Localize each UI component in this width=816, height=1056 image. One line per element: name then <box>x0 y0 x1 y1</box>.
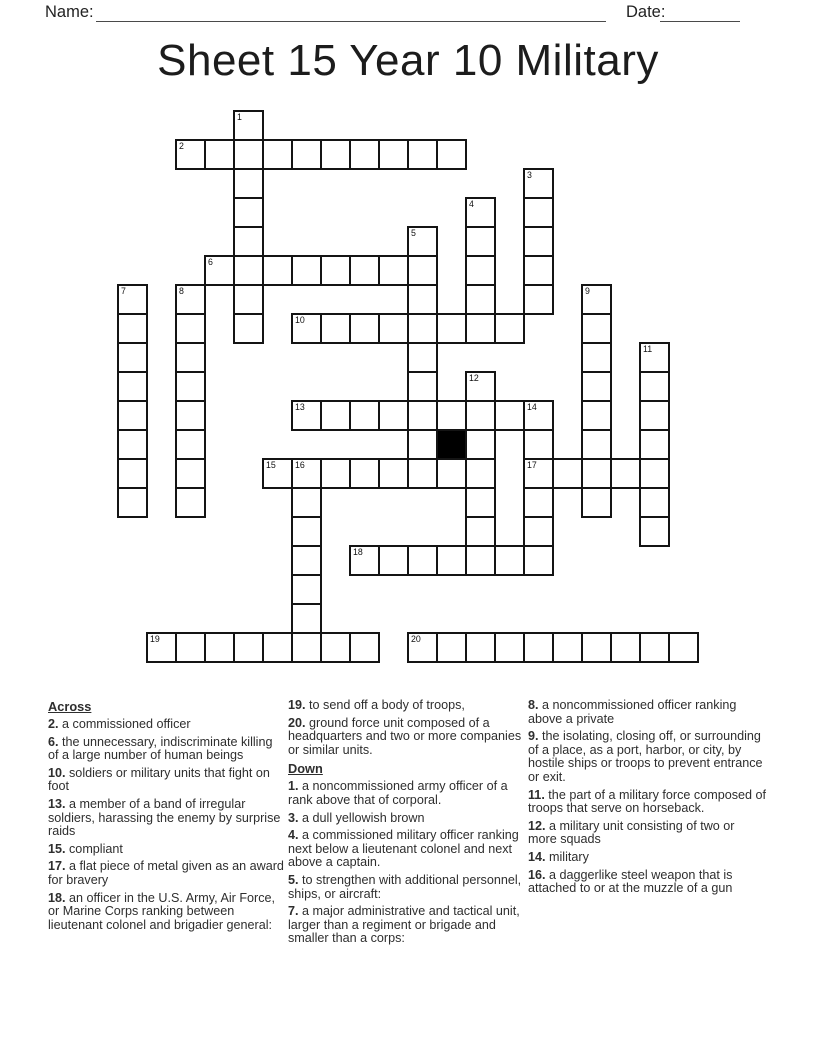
crossword-cell[interactable] <box>349 632 380 663</box>
crossword-cell[interactable] <box>407 139 438 170</box>
crossword-cell[interactable] <box>262 139 293 170</box>
cell-number: 1 <box>237 112 242 122</box>
cell-number: 8 <box>179 286 184 296</box>
crossword-cell[interactable] <box>320 255 351 286</box>
crossword-cell[interactable] <box>349 400 380 431</box>
crossword-cell[interactable] <box>204 139 235 170</box>
crossword-cell[interactable] <box>581 313 612 344</box>
cell-number: 3 <box>527 170 532 180</box>
crossword-cell[interactable] <box>407 545 438 576</box>
crossword-cell[interactable] <box>233 632 264 663</box>
crossword-cell[interactable] <box>320 458 351 489</box>
crossword-cell[interactable] <box>378 458 409 489</box>
crossword-cell[interactable] <box>349 139 380 170</box>
crossword-cell[interactable] <box>494 545 525 576</box>
clue-13: 13. a member of a band of irregular soldiers, harassing the enemy by surprise raids <box>48 796 281 839</box>
crossword-cell[interactable] <box>320 632 351 663</box>
crossword-cell-12[interactable] <box>465 371 496 402</box>
clue-number: 4. <box>288 828 299 843</box>
name-blank-line[interactable] <box>96 3 606 22</box>
crossword-cell[interactable] <box>117 313 148 344</box>
crossword-cell[interactable] <box>407 458 438 489</box>
page-title: Sheet 15 Year 10 Military <box>157 36 659 85</box>
crossword-cell[interactable] <box>378 255 409 286</box>
crossword-cell[interactable] <box>465 429 496 460</box>
crossword-cell[interactable] <box>407 429 438 460</box>
clue-3: 3. a dull yellowish brown <box>288 810 425 825</box>
crossword-cell[interactable] <box>233 168 264 199</box>
crossword-cell[interactable] <box>175 371 206 402</box>
clue-number: 17. <box>48 859 66 874</box>
clue-11: 11. the part of a military force composed of troops that serve on horseback. <box>528 787 767 816</box>
crossword-cell[interactable] <box>465 632 496 663</box>
crossword-cell[interactable] <box>175 429 206 460</box>
crossword-cell[interactable] <box>175 458 206 489</box>
crossword-cell-19[interactable] <box>146 632 177 663</box>
crossword-cell[interactable] <box>291 603 322 634</box>
crossword-cell[interactable] <box>436 139 467 170</box>
clue-number: 16. <box>528 867 546 882</box>
crossword-cell-18[interactable] <box>349 545 380 576</box>
cell-number: 9 <box>585 286 590 296</box>
crossword-cell[interactable] <box>436 313 467 344</box>
crossword-cell-3[interactable] <box>523 168 554 199</box>
crossword-cell[interactable] <box>523 284 554 315</box>
cell-number: 6 <box>208 257 213 267</box>
crossword-cell[interactable] <box>175 313 206 344</box>
clue-number: 3. <box>288 810 299 825</box>
crossword-cell[interactable] <box>465 400 496 431</box>
clues-column-left <box>48 699 284 936</box>
crossword-cell[interactable] <box>117 487 148 518</box>
clue-number: 10. <box>48 765 66 780</box>
crossword-cell[interactable] <box>291 255 322 286</box>
clue-number: 20. <box>288 715 306 730</box>
clue-number: 11. <box>528 787 545 802</box>
crossword-cell[interactable] <box>639 516 670 547</box>
crossword-cell-15[interactable] <box>262 458 293 489</box>
name-label: Name: <box>45 3 94 21</box>
crossword-cell[interactable] <box>407 284 438 315</box>
clue-2: 2. a commissioned officer <box>48 717 191 731</box>
clue-number: 2. <box>48 717 59 731</box>
crossword-cell-6[interactable] <box>204 255 235 286</box>
cell-number: 10 <box>295 315 305 325</box>
cell-number: 17 <box>527 460 537 470</box>
crossword-cell[interactable] <box>494 313 525 344</box>
clue-20: 20. ground force unit composed of a headquarters and two or more companies or similar units. <box>288 715 522 757</box>
crossword-cell[interactable] <box>639 371 670 402</box>
cell-number: 12 <box>469 373 479 383</box>
crossword-cell[interactable] <box>204 632 235 663</box>
cell-number: 5 <box>411 228 416 238</box>
crossword-cell[interactable] <box>639 458 670 489</box>
crossword-cell[interactable] <box>465 487 496 518</box>
crossword-cell[interactable] <box>407 400 438 431</box>
crossword-cell[interactable] <box>117 429 148 460</box>
crossword-cell-14[interactable] <box>523 400 554 431</box>
crossword-cell[interactable] <box>117 400 148 431</box>
cell-number: 14 <box>527 402 537 412</box>
crossword-cell[interactable] <box>581 342 612 373</box>
clue-10: 10. soldiers or military units that fight on foot <box>48 765 270 794</box>
crossword-grid <box>117 110 699 663</box>
clue-17: 17. a flat piece of metal given as an award for bravery <box>48 859 284 887</box>
crossword-cell[interactable] <box>407 371 438 402</box>
cell-number: 19 <box>150 634 160 644</box>
crossword-cell[interactable] <box>378 139 409 170</box>
crossword-cell[interactable] <box>291 139 322 170</box>
crossword-cell[interactable] <box>117 458 148 489</box>
crossword-cell[interactable] <box>291 487 322 518</box>
crossword-cell[interactable] <box>320 313 351 344</box>
clue-5: 5. to strengthen with additional personnel, ships, or aircraft: <box>288 872 522 901</box>
cell-number: 2 <box>179 141 184 151</box>
crossword-cell[interactable] <box>233 255 264 286</box>
clue-number: 7. <box>288 904 299 919</box>
crossword-cell[interactable] <box>581 400 612 431</box>
clue-16: 16. a daggerlike steel weapon that is attached to or at the muzzle of a gun <box>528 867 733 896</box>
crossword-cell[interactable] <box>175 487 206 518</box>
clue-6: 6. the unnecessary, indiscriminate killing of a large number of human beings <box>48 734 273 763</box>
crossword-cell-1[interactable] <box>233 110 264 141</box>
crossword-cell[interactable] <box>523 516 554 547</box>
crossword-cell[interactable] <box>581 429 612 460</box>
crossword-cell-4[interactable] <box>465 197 496 228</box>
down-header: Down <box>288 761 323 777</box>
crossword-cell[interactable] <box>523 487 554 518</box>
cell-number: 16 <box>295 460 305 470</box>
crossword-cell[interactable] <box>349 313 380 344</box>
crossword-cell[interactable] <box>494 632 525 663</box>
crossword-cell[interactable] <box>349 255 380 286</box>
crossword-cell[interactable] <box>436 400 467 431</box>
crossword-cell[interactable] <box>175 632 206 663</box>
clue-14: 14. military <box>528 849 589 864</box>
crossword-cell[interactable] <box>117 371 148 402</box>
clue-number: 12. <box>528 818 546 833</box>
date-label: Date: <box>626 3 666 21</box>
crossword-cell[interactable] <box>465 545 496 576</box>
crossword-cell[interactable] <box>233 226 264 257</box>
clue-18: 18. an officer in the U.S. Army, Air Force, or Marine Corps ranking between lieutenant colonel and brigadier general: <box>48 890 276 932</box>
crossword-cell[interactable] <box>349 458 380 489</box>
clue-number: 19. <box>288 698 306 712</box>
crossword-cell[interactable] <box>291 545 322 576</box>
crossword-cell-10[interactable] <box>291 313 322 344</box>
clue-number: 14. <box>528 849 546 864</box>
crossword-cell-13[interactable] <box>291 400 322 431</box>
crossword-cell[interactable] <box>465 458 496 489</box>
crossword-cell[interactable] <box>378 545 409 576</box>
clues-column-middle <box>288 699 524 950</box>
crossword-cell[interactable] <box>175 400 206 431</box>
clue-number: 6. <box>48 734 59 749</box>
cell-number: 15 <box>266 460 276 470</box>
crossword-cell[interactable] <box>262 632 293 663</box>
crossword-cell[interactable] <box>523 429 554 460</box>
crossword-cell[interactable] <box>175 342 206 373</box>
clue-number: 18. <box>48 890 66 905</box>
crossword-cell-17[interactable] <box>523 458 554 489</box>
crossword-cell[interactable] <box>610 632 641 663</box>
crossword-cell[interactable] <box>465 284 496 315</box>
crossword-cell[interactable] <box>581 458 612 489</box>
crossword-cell[interactable] <box>320 400 351 431</box>
crossword-cell[interactable] <box>233 197 264 228</box>
crossword-cell[interactable] <box>436 545 467 576</box>
crossword-cell[interactable] <box>291 632 322 663</box>
crossword-cell[interactable] <box>436 458 467 489</box>
crossword-cell[interactable] <box>523 197 554 228</box>
crossword-cell[interactable] <box>233 313 264 344</box>
crossword-cell[interactable] <box>552 632 583 663</box>
clue-number: 9. <box>528 729 539 744</box>
crossword-cell[interactable] <box>639 429 670 460</box>
crossword-cell[interactable] <box>523 255 554 286</box>
clue-number: 15. <box>48 841 66 856</box>
crossword-cell[interactable] <box>581 371 612 402</box>
crossword-cell[interactable] <box>291 516 322 547</box>
clue-9: 9. the isolating, closing off, or surrounding of a place, as a port, harbor, or city, by hostile ships or troops to prevent entrance or exit. <box>528 729 763 784</box>
clues-column-right <box>528 699 766 900</box>
crossword-cell[interactable] <box>407 313 438 344</box>
across-header: Across <box>48 699 92 714</box>
crossword-cell[interactable] <box>233 284 264 315</box>
crossword-cell-11[interactable] <box>639 342 670 373</box>
crossword-cell[interactable] <box>465 255 496 286</box>
crossword-cell[interactable] <box>610 458 641 489</box>
crossword-cell[interactable] <box>552 458 583 489</box>
crossword-cell-16[interactable] <box>291 458 322 489</box>
clue-number: 5. <box>288 872 299 887</box>
crossword-cell[interactable] <box>639 632 670 663</box>
black-cell <box>436 429 467 460</box>
cell-number: 13 <box>295 402 305 412</box>
crossword-cell[interactable] <box>378 400 409 431</box>
crossword-cell[interactable] <box>523 632 554 663</box>
clue-12: 12. a military unit consisting of two or more squads <box>528 818 735 847</box>
crossword-cell[interactable] <box>465 226 496 257</box>
crossword-cell[interactable] <box>581 487 612 518</box>
crossword-cell[interactable] <box>407 255 438 286</box>
crossword-cell[interactable] <box>465 516 496 547</box>
crossword-cell[interactable] <box>233 139 264 170</box>
clue-number: 1. <box>288 779 299 794</box>
crossword-cell[interactable] <box>523 545 554 576</box>
clue-7: 7. a major administrative and tactical unit, larger than a regiment or brigade and smaller than a corps: <box>288 904 520 946</box>
crossword-cell[interactable] <box>291 574 322 605</box>
crossword-cell[interactable] <box>668 632 699 663</box>
clue-4: 4. a commissioned military officer ranking next below a lieutenant colonel and next above a captain. <box>288 828 519 870</box>
clue-15: 15. compliant <box>48 841 123 856</box>
crossword-cell[interactable] <box>407 342 438 373</box>
clue-number: 13. <box>48 796 66 811</box>
crossword-cell[interactable] <box>581 632 612 663</box>
crossword-cell[interactable] <box>639 487 670 518</box>
clue-number: 8. <box>528 698 539 712</box>
clue-1: 1. a noncommissioned army officer of a rank above that of corporal. <box>288 779 508 807</box>
crossword-cell[interactable] <box>465 313 496 344</box>
date-blank-line[interactable] <box>660 3 740 22</box>
cell-number: 11 <box>643 344 653 354</box>
crossword-cell[interactable] <box>639 400 670 431</box>
cell-number: 7 <box>121 286 126 296</box>
clue-19: 19. to send off a body of troops, <box>288 698 465 712</box>
cell-number: 4 <box>469 199 474 209</box>
cell-number: 20 <box>411 634 421 644</box>
crossword-cell[interactable] <box>378 313 409 344</box>
cell-number: 18 <box>353 547 363 557</box>
crossword-cell-5[interactable] <box>407 226 438 257</box>
crossword-cell-8[interactable] <box>175 284 206 315</box>
crossword-cell[interactable] <box>523 226 554 257</box>
crossword-cell[interactable] <box>436 632 467 663</box>
crossword-cell-9[interactable] <box>581 284 612 315</box>
crossword-cell[interactable] <box>117 342 148 373</box>
crossword-cell-7[interactable] <box>117 284 148 315</box>
crossword-cell-20[interactable] <box>407 632 438 663</box>
crossword-cell[interactable] <box>262 255 293 286</box>
clue-8: 8. a noncommissioned officer ranking above a private <box>528 698 737 726</box>
crossword-cell[interactable] <box>320 139 351 170</box>
crossword-cell[interactable] <box>494 400 525 431</box>
crossword-cell-2[interactable] <box>175 139 206 170</box>
